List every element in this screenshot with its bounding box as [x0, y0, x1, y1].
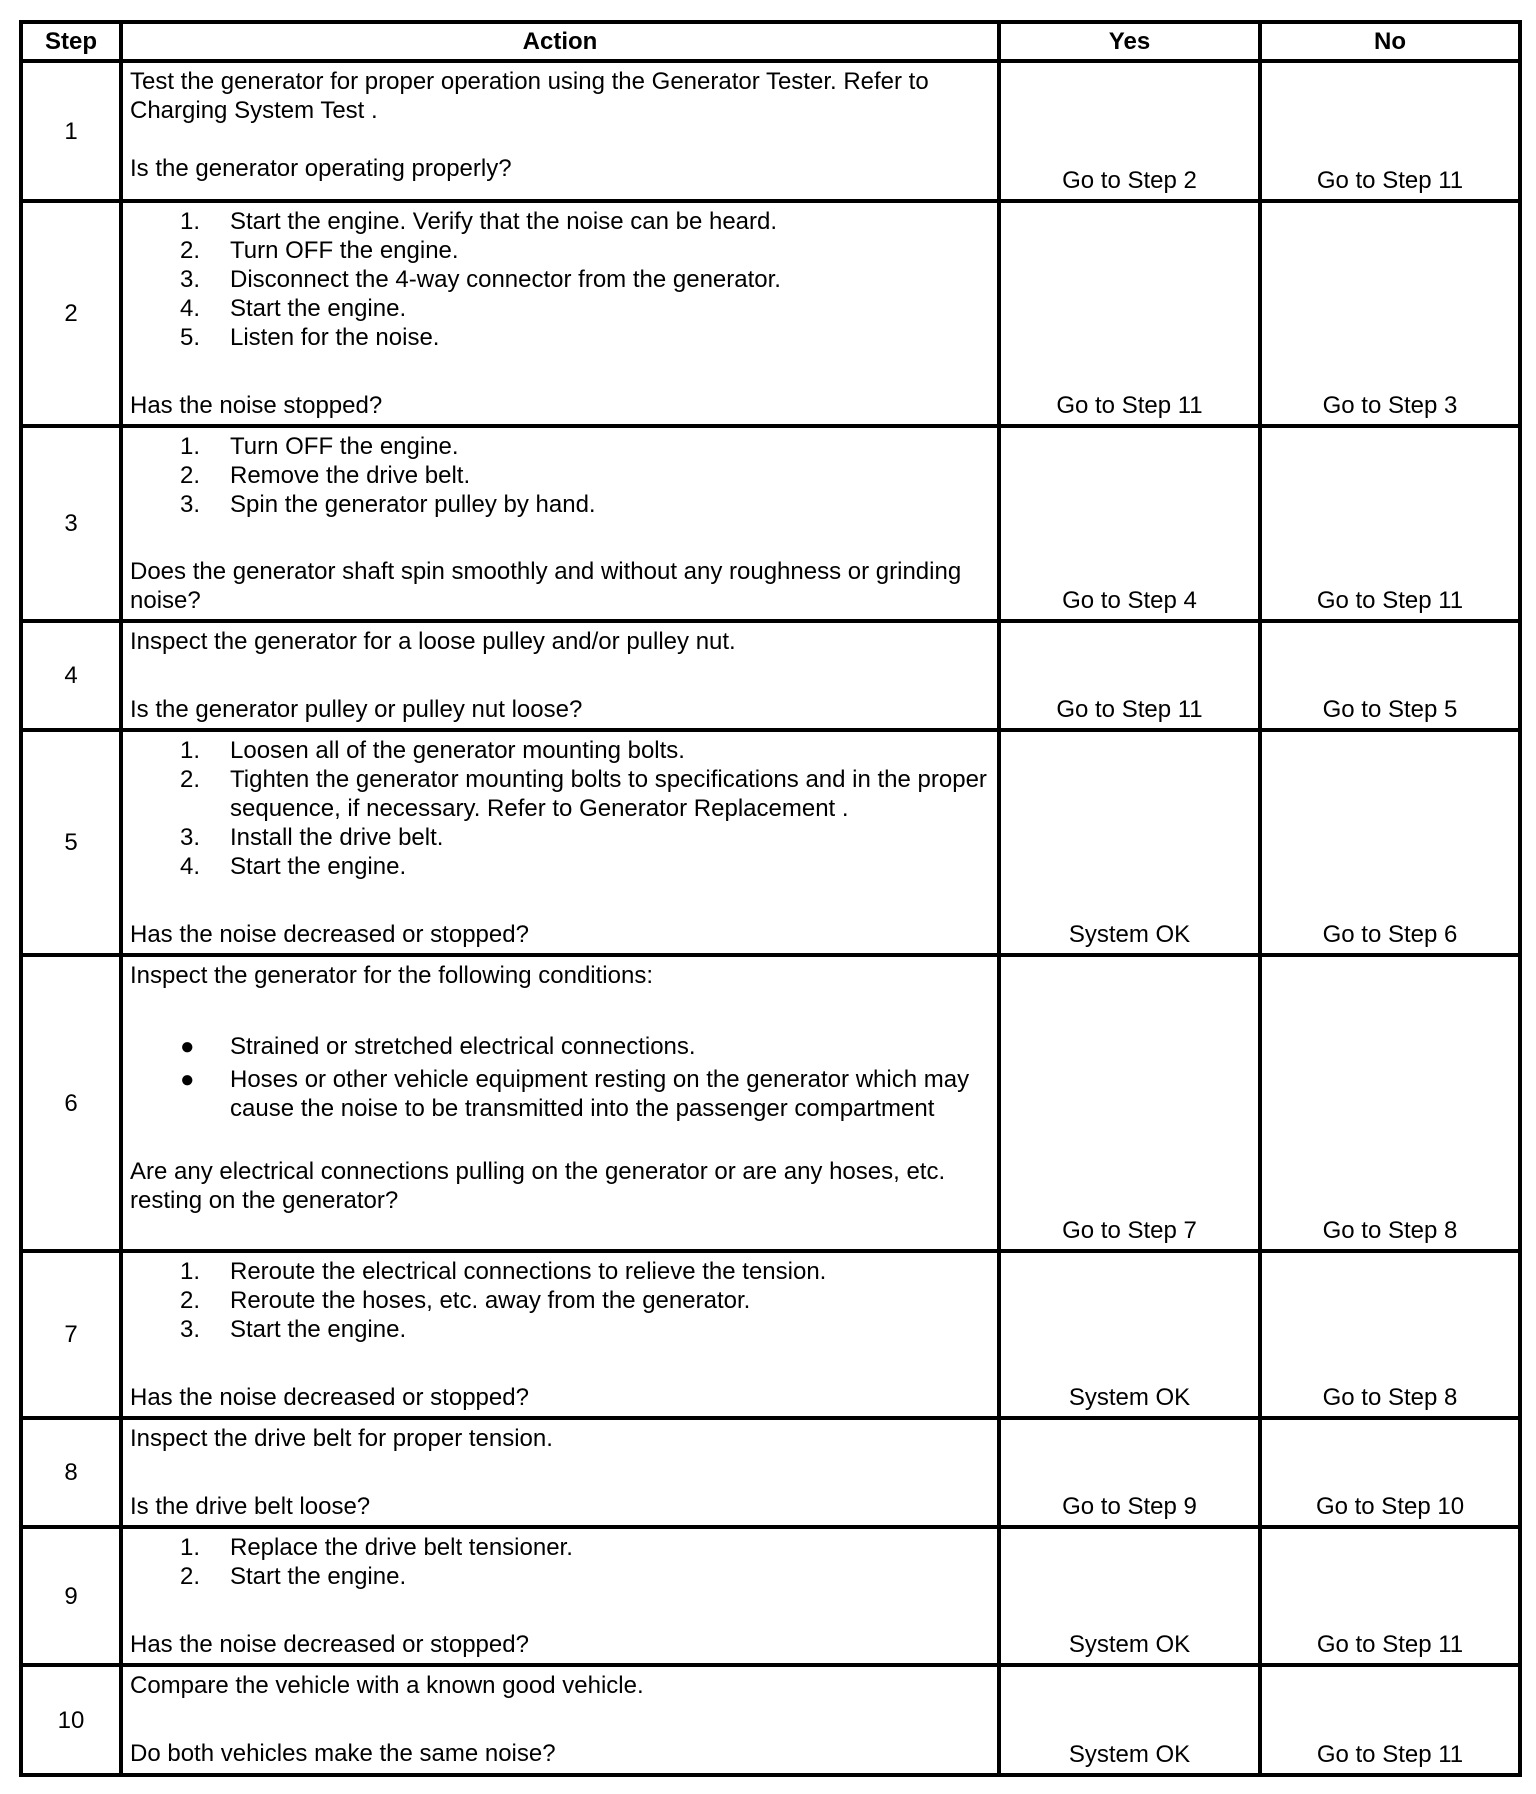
action-cell	[121, 1251, 999, 1418]
question-text: Has the noise decreased or stopped?	[130, 921, 529, 948]
header-row	[21, 22, 1520, 61]
bullet-icon: ●	[180, 1066, 195, 1093]
table-row	[21, 1251, 1520, 1418]
yes-result: Go to Step 2	[999, 61, 1260, 201]
no-result: Go to Step 6	[1260, 730, 1520, 955]
no-result: Go to Step 11	[1260, 1665, 1520, 1775]
yes-result: System OK	[999, 1251, 1260, 1418]
table-row	[21, 61, 1520, 201]
table-row	[21, 426, 1520, 621]
question-text: Is the drive belt loose?	[130, 1493, 371, 1520]
bullet-icon: ●	[180, 1033, 195, 1060]
action-text: Inspect the generator for the following conditions:	[130, 962, 653, 989]
list-item: 3. Start the engine.	[180, 1316, 407, 1343]
question-text: Do both vehicles make the same noise?	[130, 1740, 556, 1767]
list-item: 1. Turn OFF the engine.	[180, 433, 459, 460]
list-item: 3. Install the drive belt.	[180, 824, 444, 851]
question-text: Has the noise decreased or stopped?	[130, 1384, 529, 1411]
list-item: 2. Start the engine.	[180, 1563, 407, 1590]
list-item: 3. Disconnect the 4-way connector from the generator.	[180, 266, 781, 293]
question-text: Does the generator shaft spin smoothly and without any roughness or grinding noise?	[130, 558, 962, 614]
header-step: Step	[21, 22, 121, 61]
action-cell	[121, 621, 999, 730]
action-text: Inspect the drive belt for proper tension.	[130, 1425, 553, 1452]
step-number: 9	[21, 1527, 121, 1665]
no-result: Go to Step 8	[1260, 955, 1520, 1251]
step-number: 8	[21, 1418, 121, 1527]
table-row	[21, 621, 1520, 730]
yes-result: System OK	[999, 1665, 1260, 1775]
list-item: 2. Remove the drive belt.	[180, 462, 471, 489]
header-no: No	[1260, 22, 1520, 61]
list-item: 2. Reroute the hoses, etc. away from the generator.	[180, 1287, 751, 1314]
action-cell	[121, 61, 999, 201]
no-result: Go to Step 11	[1260, 426, 1520, 621]
list-item: 1. Replace the drive belt tensioner.	[180, 1534, 573, 1561]
action-text: Compare the vehicle with a known good vehicle.	[130, 1672, 644, 1699]
step-number: 1	[21, 61, 121, 201]
action-cell	[121, 1665, 999, 1775]
no-result: Go to Step 3	[1260, 201, 1520, 426]
yes-result: Go to Step 7	[999, 955, 1260, 1251]
question-text: Is the generator operating properly?	[130, 155, 512, 182]
question-text: Are any electrical connections pulling on the generator or are any hoses, etc. resting on the generator?	[130, 1158, 946, 1214]
question-text: Is the generator pulley or pulley nut loose?	[130, 696, 583, 723]
yes-result: Go to Step 11	[999, 621, 1260, 730]
action-cell	[121, 955, 999, 1251]
step-number: 6	[21, 955, 121, 1251]
list-item: 1. Loosen all of the generator mounting bolts.	[180, 737, 685, 764]
list-item: 5. Listen for the noise.	[180, 324, 440, 351]
header-action: Action	[121, 22, 999, 61]
step-number: 3	[21, 426, 121, 621]
action-cell	[121, 201, 999, 426]
list-item: 1. Reroute the electrical connections to relieve the tension.	[180, 1258, 827, 1285]
action-cell	[121, 426, 999, 621]
list-item: 4. Start the engine.	[180, 853, 407, 880]
list-item: 2. Turn OFF the engine.	[180, 237, 459, 264]
list-item: 1. Start the engine. Verify that the noise can be heard.	[180, 208, 778, 235]
yes-result: Go to Step 9	[999, 1418, 1260, 1527]
table-row	[21, 730, 1520, 955]
header-yes: Yes	[999, 22, 1260, 61]
step-number: 2	[21, 201, 121, 426]
question-text: Has the noise decreased or stopped?	[130, 1631, 529, 1658]
list-item: 4. Start the engine.	[180, 295, 407, 322]
list-item: ● Strained or stretched electrical connections.	[130, 1032, 991, 1061]
action-text: Inspect the generator for a loose pulley and/or pulley nut.	[130, 628, 736, 655]
step-number: 10	[21, 1665, 121, 1775]
list-item: 3. Spin the generator pulley by hand.	[180, 491, 596, 518]
action-text: Test the generator for proper operation using the Generator Tester. Refer to Charging System Test .	[130, 68, 929, 124]
no-result: Go to Step 11	[1260, 61, 1520, 201]
yes-result: Go to Step 11	[999, 201, 1260, 426]
table-row	[21, 1418, 1520, 1527]
table-row	[21, 1527, 1520, 1665]
step-number: 7	[21, 1251, 121, 1418]
no-result: Go to Step 11	[1260, 1527, 1520, 1665]
no-result: Go to Step 10	[1260, 1418, 1520, 1527]
action-cell	[121, 1527, 999, 1665]
list-item: ● Hoses or other vehicle equipment resting on the generator which may cause the noise to be transmitted into the passenger compartment	[130, 1065, 991, 1123]
question-text: Has the noise stopped?	[130, 392, 383, 419]
yes-result: System OK	[999, 730, 1260, 955]
action-cell	[121, 1418, 999, 1527]
no-result: Go to Step 5	[1260, 621, 1520, 730]
no-result: Go to Step 8	[1260, 1251, 1520, 1418]
step-number: 5	[21, 730, 121, 955]
yes-result: System OK	[999, 1527, 1260, 1665]
diagnostic-table	[19, 20, 1522, 1777]
table-row	[21, 201, 1520, 426]
list-item: 2. Tighten the generator mounting bolts to specifications and in the proper sequence, if necessary. Refer to Generator Replacement .	[180, 766, 987, 822]
table-row	[21, 955, 1520, 1251]
action-cell	[121, 730, 999, 955]
yes-result: Go to Step 4	[999, 426, 1260, 621]
table-row	[21, 1665, 1520, 1775]
step-number: 4	[21, 621, 121, 730]
